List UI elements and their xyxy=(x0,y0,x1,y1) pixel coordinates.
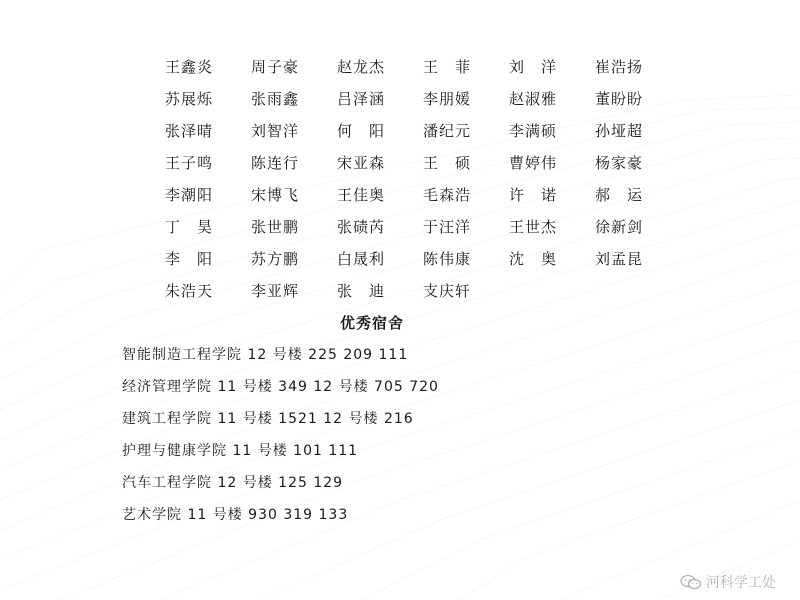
name-cell: 张碛芮 xyxy=(337,217,386,236)
name-row xyxy=(165,82,685,114)
wechat-icon xyxy=(680,574,702,590)
name-cell: 李满硕 xyxy=(509,121,558,140)
dorm-entry: 艺术学院 11 号楼 930 319 133 xyxy=(122,507,349,523)
name-cell: 徐新剑 xyxy=(595,217,644,236)
name-cell: 支庆轩 xyxy=(423,281,472,300)
name-cell: 李 阳 xyxy=(165,249,214,268)
name-cell: 张 迪 xyxy=(337,281,386,300)
name-row xyxy=(165,274,685,306)
name-cell: 李亚辉 xyxy=(251,281,300,300)
name-cell: 崔浩扬 xyxy=(595,57,644,76)
name-cell: 郝 运 xyxy=(595,185,644,204)
dorm-entry: 智能制造工程学院 12 号楼 225 209 111 xyxy=(122,347,409,363)
name-cell: 王子鸣 xyxy=(165,153,214,172)
name-cell: 苏方鹏 xyxy=(251,249,300,268)
name-cell: 刘智洋 xyxy=(251,121,300,140)
name-row xyxy=(165,146,685,178)
dorm-entry: 经济管理学院 11 号楼 349 12 号楼 705 720 xyxy=(122,379,439,395)
name-cell: 王鑫炎 xyxy=(165,57,214,76)
name-cell: 陈伟康 xyxy=(423,249,472,268)
name-cell: 潘纪元 xyxy=(423,121,472,140)
name-cell: 丁 昊 xyxy=(165,217,214,236)
name-cell: 杨家豪 xyxy=(595,153,644,172)
name-cell: 张世鹏 xyxy=(251,217,300,236)
name-row xyxy=(165,50,685,82)
name-cell: 赵龙杰 xyxy=(337,57,386,76)
name-cell: 吕泽涵 xyxy=(337,89,386,108)
name-cell: 王佳奥 xyxy=(337,185,386,204)
name-cell: 张泽晴 xyxy=(165,121,214,140)
name-row xyxy=(165,242,685,274)
watermark xyxy=(680,572,776,592)
name-cell: 董盼盼 xyxy=(595,89,644,108)
name-cell: 许 诺 xyxy=(509,185,558,204)
name-cell: 张雨鑫 xyxy=(251,89,300,108)
name-cell: 刘孟昆 xyxy=(595,249,644,268)
dorm-list xyxy=(122,338,439,530)
name-cell: 赵淑雅 xyxy=(509,89,558,108)
name-cell: 王世杰 xyxy=(509,217,558,236)
name-cell: 苏展烁 xyxy=(165,89,214,108)
dorm-entry: 护理与健康学院 11 号楼 101 111 xyxy=(122,443,359,459)
name-cell: 曹婷伟 xyxy=(509,153,558,172)
name-cell: 白晟利 xyxy=(337,249,386,268)
name-cell: 王 硕 xyxy=(423,153,472,172)
name-cell: 毛森浩 xyxy=(423,185,472,204)
name-cell: 于汪洋 xyxy=(423,217,472,236)
name-row xyxy=(165,114,685,146)
name-cell: 周子豪 xyxy=(251,57,300,76)
name-cell: 朱浩天 xyxy=(165,281,214,300)
dorm-entry: 汽车工程学院 12 号楼 125 129 xyxy=(122,475,344,491)
name-cell: 刘 洋 xyxy=(509,57,558,76)
name-cell: 宋博飞 xyxy=(251,185,300,204)
name-cell: 宋亚森 xyxy=(337,153,386,172)
name-row xyxy=(165,210,685,242)
name-cell: 孙垭超 xyxy=(595,121,644,140)
name-cell: 李朋媛 xyxy=(423,89,472,108)
honoree-name-grid xyxy=(165,50,685,306)
name-cell: 沈 奥 xyxy=(509,249,558,268)
dorm-entry: 建筑工程学院 11 号楼 1521 12 号楼 216 xyxy=(122,411,414,427)
name-cell: 王 菲 xyxy=(423,57,472,76)
name-cell: 何 阳 xyxy=(337,121,386,140)
name-row xyxy=(165,178,685,210)
name-cell: 陈连行 xyxy=(251,153,300,172)
section-title: 优秀宿舍 xyxy=(340,314,405,332)
name-cell: 李潮阳 xyxy=(165,185,214,204)
watermark-text: 河科学工处 xyxy=(706,575,776,591)
